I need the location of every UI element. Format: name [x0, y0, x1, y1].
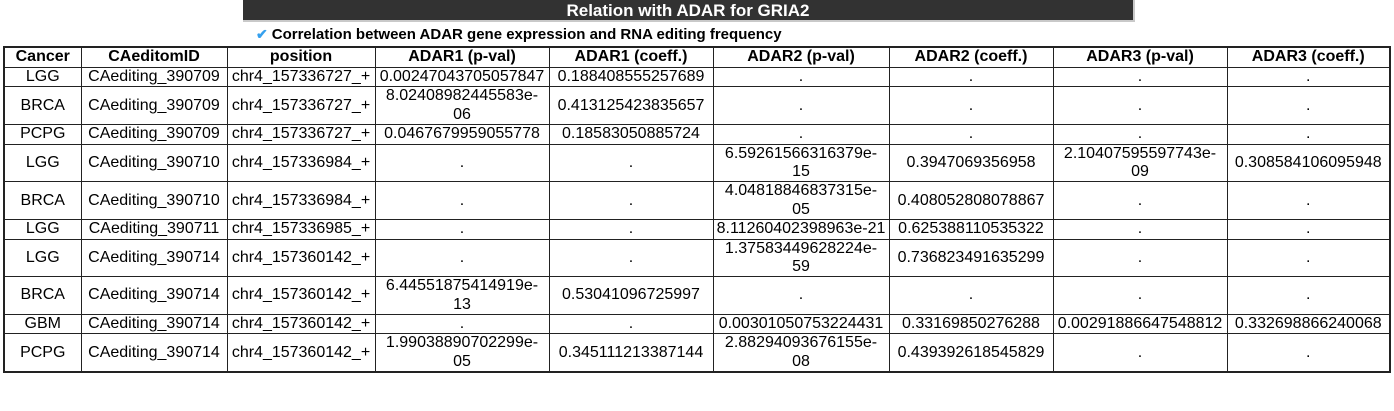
cell: chr4_157336727_+ — [227, 87, 375, 125]
cell: chr4_157336984_+ — [227, 144, 375, 182]
check-icon: ✔ — [256, 26, 268, 42]
cell: . — [1227, 125, 1390, 144]
cell: LGG — [4, 144, 81, 182]
cell: . — [375, 182, 549, 220]
cell: . — [549, 182, 713, 220]
cell: . — [713, 277, 889, 315]
table-row — [4, 182, 1390, 220]
cell: CAediting_390710 — [81, 144, 227, 182]
cell: 8.02408982445583e-06 — [375, 87, 549, 125]
cell: . — [1227, 239, 1390, 277]
cell: . — [1053, 125, 1227, 144]
cell: . — [889, 68, 1053, 87]
cell: 0.0467679959055778 — [375, 125, 549, 144]
cell: 0.332698866240068 — [1227, 315, 1390, 334]
column-header: ADAR1 (p-val) — [375, 47, 549, 68]
column-header: Cancer — [4, 47, 81, 68]
cell: 0.308584106095948 — [1227, 144, 1390, 182]
cell: chr4_157336727_+ — [227, 68, 375, 87]
cell: 0.188408555257689 — [549, 68, 713, 87]
cell: 2.10407595597743e-09 — [1053, 144, 1227, 182]
cell: chr4_157360142_+ — [227, 239, 375, 277]
table-row — [4, 125, 1390, 144]
cell: . — [1053, 68, 1227, 87]
cell: . — [713, 87, 889, 125]
cell: CAediting_390714 — [81, 277, 227, 315]
cell: 0.345111213387144 — [549, 334, 713, 372]
cell: 6.44551875414919e-13 — [375, 277, 549, 315]
cell: LGG — [4, 68, 81, 87]
cell: . — [889, 125, 1053, 144]
cell: . — [1227, 277, 1390, 315]
cell: . — [1053, 182, 1227, 220]
cell: . — [889, 277, 1053, 315]
cell: . — [375, 239, 549, 277]
subtitle — [256, 26, 1394, 43]
cell: 0.53041096725997 — [549, 277, 713, 315]
column-header: ADAR3 (coeff.) — [1227, 47, 1390, 68]
cell: PCPG — [4, 125, 81, 144]
cell: 0.413125423835657 — [549, 87, 713, 125]
cell: chr4_157336727_+ — [227, 125, 375, 144]
cell: 4.04818846837315e-05 — [713, 182, 889, 220]
cell: chr4_157360142_+ — [227, 277, 375, 315]
cell: 6.59261566316379e-15 — [713, 144, 889, 182]
cell: 0.3947069356958 — [889, 144, 1053, 182]
cell: LGG — [4, 220, 81, 239]
cell: 0.18583050885724 — [549, 125, 713, 144]
column-header: ADAR2 (coeff.) — [889, 47, 1053, 68]
table-row — [4, 277, 1390, 315]
cell: . — [1053, 87, 1227, 125]
cell: CAediting_390711 — [81, 220, 227, 239]
header-row — [4, 47, 1390, 68]
cell: . — [549, 239, 713, 277]
column-header: CAeditomID — [81, 47, 227, 68]
correlation-table — [3, 46, 1391, 373]
table-row — [4, 68, 1390, 87]
cell: . — [1227, 87, 1390, 125]
cell: 0.736823491635299 — [889, 239, 1053, 277]
cell: PCPG — [4, 334, 81, 372]
cell: 0.00291886647548812 — [1053, 315, 1227, 334]
table-row — [4, 87, 1390, 125]
cell: . — [713, 125, 889, 144]
cell: . — [375, 144, 549, 182]
cell: . — [713, 68, 889, 87]
cell: 0.33169850276288 — [889, 315, 1053, 334]
cell: 0.408052808078867 — [889, 182, 1053, 220]
cell: . — [549, 315, 713, 334]
cell: . — [1053, 334, 1227, 372]
cell: 1.99038890702299e-05 — [375, 334, 549, 372]
cell: LGG — [4, 239, 81, 277]
cell: chr4_157360142_+ — [227, 315, 375, 334]
cell: . — [549, 220, 713, 239]
cell: . — [1227, 182, 1390, 220]
cell: 0.00301050753224431 — [713, 315, 889, 334]
cell: . — [1227, 334, 1390, 372]
cell: . — [1053, 220, 1227, 239]
cell: BRCA — [4, 182, 81, 220]
cell: CAediting_390709 — [81, 125, 227, 144]
cell: CAediting_390714 — [81, 315, 227, 334]
cell: 2.88294093676155e-08 — [713, 334, 889, 372]
table-row — [4, 315, 1390, 334]
cell: 8.11260402398963e-21 — [713, 220, 889, 239]
table-row — [4, 334, 1390, 372]
cell: . — [889, 87, 1053, 125]
cell: 1.37583449628224e-59 — [713, 239, 889, 277]
cell: GBM — [4, 315, 81, 334]
column-header: ADAR1 (coeff.) — [549, 47, 713, 68]
cell: chr4_157336984_+ — [227, 182, 375, 220]
cell: . — [1227, 220, 1390, 239]
cell: BRCA — [4, 87, 81, 125]
cell: . — [549, 144, 713, 182]
table-body — [4, 68, 1390, 373]
cell: BRCA — [4, 277, 81, 315]
cell: 0.00247043705057847 — [375, 68, 549, 87]
cell: CAediting_390714 — [81, 334, 227, 372]
cell: CAediting_390710 — [81, 182, 227, 220]
cell: chr4_157336985_+ — [227, 220, 375, 239]
cell: 0.439392618545829 — [889, 334, 1053, 372]
cell: . — [375, 315, 549, 334]
column-header: position — [227, 47, 375, 68]
column-header: ADAR3 (p-val) — [1053, 47, 1227, 68]
table-row — [4, 239, 1390, 277]
cell: . — [1227, 68, 1390, 87]
cell: . — [375, 220, 549, 239]
cell: CAediting_390709 — [81, 87, 227, 125]
page-title: Relation with ADAR for GRIA2 — [243, 0, 1135, 22]
cell: . — [1053, 277, 1227, 315]
cell: CAediting_390709 — [81, 68, 227, 87]
table-row — [4, 144, 1390, 182]
cell: chr4_157360142_+ — [227, 334, 375, 372]
column-header: ADAR2 (p-val) — [713, 47, 889, 68]
subtitle-text: Correlation between ADAR gene expression and RNA editing frequency — [271, 26, 782, 43]
cell: 0.625388110535322 — [889, 220, 1053, 239]
cell: . — [1053, 239, 1227, 277]
cell: CAediting_390714 — [81, 239, 227, 277]
table-row — [4, 220, 1390, 239]
